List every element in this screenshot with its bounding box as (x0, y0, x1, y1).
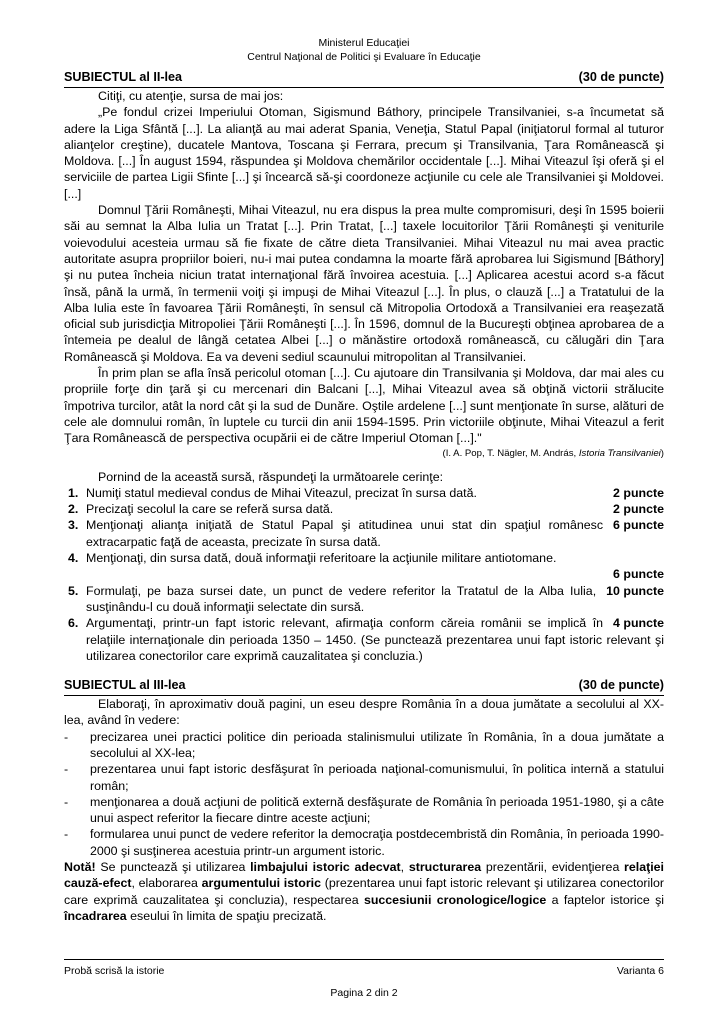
note-text-7: eseului în limita de spaţiu precizată. (126, 908, 327, 923)
subject-3-lead: Elaboraţi, în aproximativ două pagini, un eseu despre România în a doua jumătate a secolului al XX-lea, având în vedere: (64, 697, 664, 728)
page-footer (64, 959, 664, 1000)
requirements-list (64, 485, 664, 664)
requirement-points: 6 puncte (613, 567, 664, 582)
footer-page-number: Pagina 2 din 2 (330, 987, 398, 999)
footer-variant: Varianta 6 (616, 965, 664, 977)
source-paragraph: În prim plan se afla însă pericolul otoman [...]. Cu ajutoare din Transilvania şi Moldova, dar mai ales cu propriile forţe din ţară şi cu mercenari din Balcani [...], Mihai Viteazul avea să obţină victorii strălucite împotriva turcilor, atât la nord cât şi la sud de Dunăre. Oştile ardelene [...] sunt menţionate în surse, alături de cele ale domnului român, în luptele cu turcii din anii 1594-1595. Prin victoriile obţinute, Mihai Viteazul a ferit Ţara Românească de perspectiva ocupării ei de către Imperiul Otoman [...]." (64, 366, 664, 446)
note-text-2: , (400, 860, 409, 875)
requirements-prompt: Pornind de la această sursă, răspundeţi la următoarele cerinţe: (98, 469, 444, 484)
requirement-item (64, 550, 664, 583)
requirement-points: 2 puncte (613, 485, 664, 500)
subject-2-points: (30 de puncte) (578, 70, 664, 84)
footer-row (64, 964, 664, 978)
essay-bullet (64, 761, 664, 794)
requirement-number: 5. (68, 583, 79, 598)
note-bold-3: relaţiei cauză-efect (64, 860, 664, 891)
requirement-item (64, 485, 664, 501)
note-text-5: (prezentarea unui fapt istoric relevant şi utilizarea conectorilor care exprimă cauzalitatea şi concluzia), respectarea (64, 876, 665, 907)
requirement-points: 4 puncte (613, 616, 664, 631)
evaluation-center-line: Centrul Naţional de Politici şi Evaluare în Educaţie (247, 51, 481, 63)
requirement-number: 1. (68, 485, 79, 500)
note-bold-4: argumentului istoric (201, 876, 321, 891)
source-paragraph: Domnul Ţării Româneşti, Mihai Viteazul, nu era dispus la prea multe compromisuri, deşi în 1595 boierii săi au semnat la Alba Iulia un Tratat [...]. Prin Tratat, [...] taxele locuitorilor Ţării Româneşti şi veniturile voievodului acesteia urmau să fie fixate de către dieta Transilvaniei. Mihai Viteazul nu mai avea practic autoritate asupra propriilor boieri, nu-i mai putea condamna la moarte fără aprobarea lui Sigismund [Báthory] şi nu putea încheia niciun tratat internaţional fără învoirea acestuia. [...] Aplicarea acestui acord s-a făcut însă, până la urmă, în termenii voiţi şi impuşi de Mihai Viteazul [...]. În plus, o clauză [...] a Tratatului de la Alba Iulia este în favoarea Ţării Româneşti, în sensul că Mitropolia Ortodoxă a Transilvaniei era reaşezată oficial sub jurisdicţia Mitropoliei Ţării Româneşti [...]. În 1596, domnul de la Bucureşti obţinea aprobarea de a întemeia pe dealul de lângă cetatea Albei [...] o mănăstire ortodoxă românească, cu călugări din Ţara Românească şi Moldova. Ea va deveni sediul scaunului mitropolitan al Transilvaniei. (64, 203, 664, 364)
requirement-body (86, 550, 664, 583)
requirement-item (64, 517, 664, 550)
attribution-work-title: Istoria Transilvaniei (578, 447, 661, 459)
note-bold-5: succesiunii cronologice/logice (363, 892, 547, 907)
dash-icon: - (64, 729, 69, 744)
footer-exam-name: Probă scrisă la istorie (64, 965, 165, 977)
attribution-suffix: ) (660, 447, 664, 459)
requirement-body (86, 517, 664, 550)
requirement-points: 6 puncte (613, 518, 664, 533)
requirement-points: 10 puncte (606, 583, 664, 598)
requirement-body (86, 501, 664, 517)
essay-bullet-text: menţionarea a două acţiuni de politică externă desfăşurate de România în perioada 1951-1980, şi a câte unui aspect referitor la fiecare dintre aceste acţiuni; (90, 794, 664, 826)
requirement-item (64, 583, 664, 616)
requirement-points: 2 puncte (613, 502, 664, 517)
subject-2-instruction: Citiţi, cu atenţie, sursa de mai jos: (98, 89, 284, 103)
source-attribution (64, 447, 664, 460)
note-paragraph (64, 859, 664, 924)
requirement-body (86, 615, 664, 664)
essay-bullet-text: precizarea unei practici politice din perioada stalinismului utilizate în România, în a doua jumătate a secolului al XX-lea; (90, 729, 664, 760)
requirement-number: 2. (68, 502, 79, 517)
requirement-item (64, 501, 664, 517)
requirement-text: Formulaţi, pe baza sursei date, un punct de vedere referitor la Tratatul de la Alba Iulia, susţinându-l cu două informaţii selectate din sursă. (86, 583, 597, 614)
footer-divider (64, 959, 664, 960)
dash-icon: - (64, 762, 69, 777)
requirement-body (86, 485, 664, 501)
subject-3-title: SUBIECTUL al III-lea (64, 678, 186, 693)
document-header (64, 36, 664, 67)
essay-bullet-list (64, 729, 664, 859)
requirement-text: Menţionaţi alianţa iniţiată de Statul Papal şi atitudinea unui stat din spaţiul românesc extracarpatic faţă de aceasta, precizate în sursa dată. (86, 518, 604, 549)
note-text-6: a faptelor istorice şi (546, 892, 665, 907)
note-bold-2: structurarea (408, 860, 482, 875)
essay-bullet (64, 729, 664, 762)
requirement-number: 6. (68, 616, 79, 631)
subject-2-title: SUBIECTUL al II-lea (64, 70, 183, 84)
requirement-text: Menţionaţi, din sursa dată, două informaţii referitoare la acţiunile militare antiotomane. (86, 551, 557, 566)
essay-bullet-text: prezentarea unui fapt istoric desfăşurat în perioada naţional-comunismului, în politica internă a statului român; (90, 762, 664, 793)
requirement-item (64, 615, 664, 664)
dash-icon: - (64, 827, 69, 842)
ministry-line: Ministerul Educaţiei (318, 37, 410, 49)
note-bold-1: limbajului istoric adecvat (250, 860, 401, 875)
source-paragraph: „Pe fondul crizei Imperiului Otoman, Sigismund Báthory, principele Transilvaniei, s-a încumetat să adere la Liga Sfântă [...]. La alianţă au mai aderat Spania, Veneţia, Statul Papal (iniţiatorul formal al tuturor alianţelor creştine), ducatele Mantova, Toscana şi Ferrara, precum şi Transilvania, Ţara Românească şi Moldova. [...] În august 1594, răspundea şi Moldova chemărilor occidentale [...]. Mihai Viteazul îşi oferă şi el serviciile de partea Ligii Sfinte [...] şi încearcă să-şi coordoneze acţiunile cu cele ale Transilvaniei şi Moldovei. [...] (64, 105, 664, 201)
subject-3-points: (30 de puncte) (578, 678, 664, 693)
note-bold-6: încadrarea (64, 908, 127, 923)
requirement-text: Argumentaţi, printr-un fapt istoric relevant, afirmaţia conform căreia românii se implică în relaţiile internaţionale din perioada 1350 – 1450. (Se punctează prezentarea unui fapt istoric relevant şi utilizarea conectorilor care exprimă cauzalitatea şi concluzia.) (86, 616, 664, 663)
subject-2-heading (64, 69, 664, 88)
essay-bullet (64, 826, 664, 859)
dash-icon: - (64, 794, 69, 809)
note-text-1: Se punctează şi utilizarea (95, 860, 251, 875)
attribution-authors: (I. A. Pop, T. Nägler, M. András, (442, 447, 579, 459)
essay-bullet (64, 794, 664, 827)
requirement-body (86, 583, 664, 616)
requirement-text: Precizaţi secolul la care se referă sursa dată. (86, 502, 334, 517)
requirement-number: 4. (68, 551, 79, 566)
requirement-number: 3. (68, 518, 79, 533)
note-label: Notă! (64, 860, 96, 875)
note-text-3: prezentării, evidenţierea (481, 860, 625, 875)
note-text-4: , elaborarea (131, 876, 202, 891)
requirement-text: Numiţi statul medieval condus de Mihai Viteazul, precizat în sursa dată. (86, 485, 477, 500)
source-block (64, 104, 664, 446)
subject-3-heading (64, 677, 664, 696)
essay-bullet-text: formularea unui punct de vedere referitor la democraţia postdecembristă din România, în perioada 1990-2000 şi susţinerea acestuia printr-un argument istoric. (90, 827, 664, 858)
